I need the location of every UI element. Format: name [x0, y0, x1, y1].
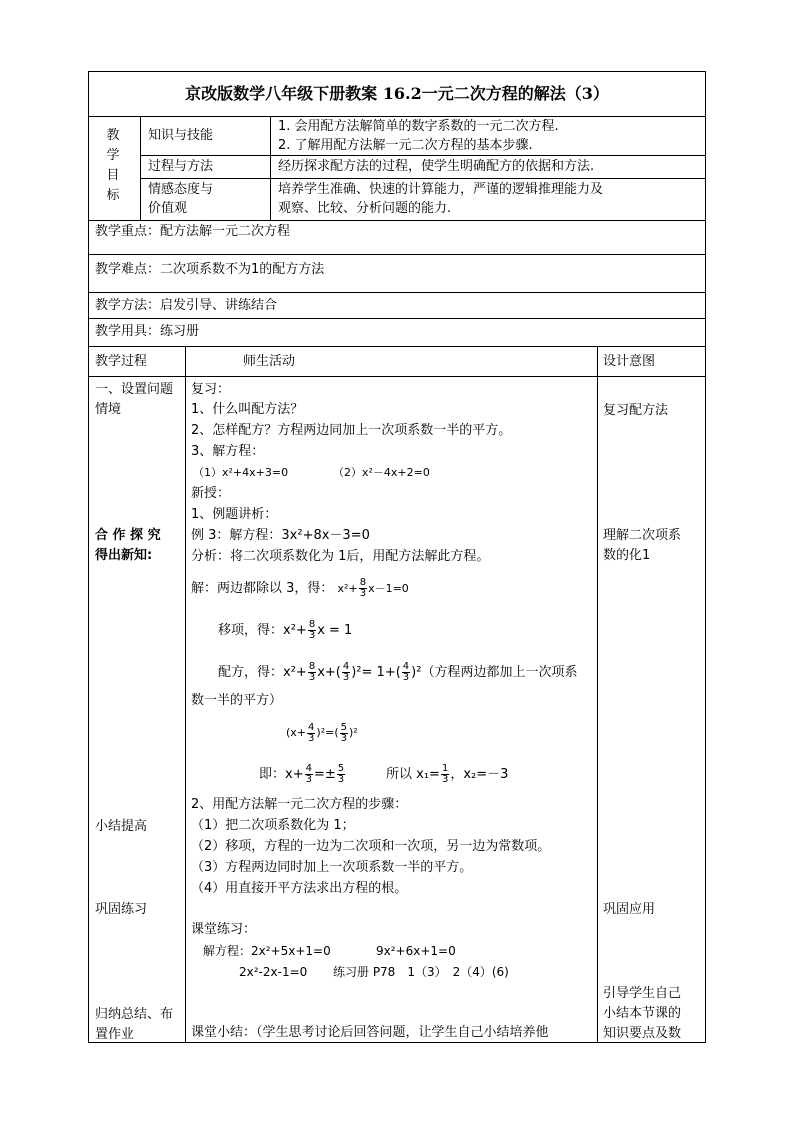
fraction-numerator: 5 — [337, 763, 345, 774]
complete-square-part-c: )²= 1+( — [351, 665, 401, 680]
objectives-label-4: 标 — [106, 188, 120, 203]
solution-divide — [191, 575, 409, 603]
stage-summary: 小结提高 — [95, 819, 148, 834]
class-summary: 课堂小结：（学生思考讨论后回答问题，让学生自己小结培养他 — [191, 1025, 549, 1040]
intent-summary-line3: 知识要点及数 — [603, 1026, 682, 1041]
practice-eq3: 2x²-2x-1=0 — [239, 965, 308, 979]
solution-squared-form — [286, 719, 358, 747]
process-header-col1: 教学过程 — [95, 354, 148, 369]
intent-summary-line2: 小结本节课的 — [603, 1006, 682, 1021]
objective-process-label: 过程与方法 — [148, 159, 214, 174]
teaching-tools: 教学用具：练习册 — [95, 324, 200, 339]
fraction-numerator: 5 — [340, 721, 347, 733]
intent-coefficient-line2: 数的化1 — [603, 548, 651, 563]
stage-intro-line1: 一、设置问题 — [95, 382, 174, 397]
complete-square-note-cont: 数一半的平方） — [191, 693, 283, 708]
stage-intro-line2: 情境 — [95, 402, 122, 417]
solution-move-text: 移项，得：x²+ — [218, 623, 307, 638]
process-header-col2: 师生活动 — [243, 354, 296, 369]
fraction-numerator: 8 — [308, 619, 316, 630]
fraction-five-thirds — [340, 723, 348, 744]
fraction-numerator: 8 — [359, 577, 367, 588]
review-eq2: （2）x²－4x+2=0 — [333, 466, 430, 479]
roots-tail: ，x₂=－3 — [450, 767, 509, 782]
fraction-eight-thirds — [308, 662, 316, 683]
solution-move-tail: x = 1 — [317, 623, 353, 638]
teaching-method: 教学方法：启发引导、讲练结合 — [95, 298, 278, 313]
objective-attitude-line2: 观察、比较、分析问题的能力. — [278, 201, 452, 216]
fraction-one-third — [441, 764, 449, 785]
fraction-numerator: 4 — [305, 763, 312, 774]
complete-square-part-b: x+( — [317, 665, 341, 680]
squared-form-part-c: )² — [349, 726, 358, 739]
intent-review: 复习配方法 — [603, 403, 669, 418]
fraction-denominator: 3 — [441, 774, 449, 785]
key-point: 教学重点：配方法解一元二次方程 — [95, 224, 291, 239]
fraction-denominator: 3 — [359, 588, 367, 599]
objective-knowledge-label: 知识与技能 — [148, 128, 214, 143]
solution-move — [218, 617, 352, 645]
fraction-eight-thirds — [308, 620, 316, 641]
solution-divide-text: 解：两边都除以 3，得： — [191, 581, 334, 596]
fraction-five-thirds — [337, 764, 345, 785]
difficulty: 教学难点：二次项系数不为1的配方方法 — [95, 262, 325, 277]
stage-practice: 巩固练习 — [95, 902, 148, 917]
roots-text: 所以 x₁= — [386, 767, 440, 782]
intent-summary-line1: 引导学生自己 — [603, 986, 682, 1001]
complete-square-note: )²（方程两边都加上一次项系 — [411, 665, 578, 680]
steps-heading: 2、用配方法解一元二次方程的步骤： — [191, 797, 408, 812]
fraction-numerator: 4 — [402, 661, 410, 672]
stage-explore-line1: 合 作 探 究 — [95, 528, 161, 543]
review-q1: 1、什么叫配方法？ — [191, 402, 304, 417]
fraction-four-thirds — [307, 723, 315, 744]
fraction-numerator: 8 — [308, 661, 316, 672]
fraction-denominator: 3 — [340, 732, 347, 744]
intent-apply: 巩固应用 — [603, 902, 656, 917]
review-eq1: （1）x²+4x+3=0 — [193, 466, 289, 479]
solution-divide-eq-head: x²+ — [337, 582, 358, 595]
objective-process-text: 经历探求配方法的过程，使学生明确配方的依据和方法. — [278, 159, 595, 174]
fraction-denominator: 3 — [308, 630, 316, 641]
practice-workbook: 练习册 P78 1（3） 2（4）(6) — [333, 965, 509, 979]
fraction-four-thirds — [305, 764, 313, 785]
fraction-four-thirds — [402, 662, 410, 683]
fraction-denominator: 3 — [308, 672, 316, 683]
squared-form-part-a: (x+ — [286, 726, 307, 739]
sqrt-plus-minus: =± — [313, 767, 336, 782]
review-heading: 复习： — [191, 382, 231, 397]
solution-divide-eq-tail: x－1=0 — [368, 582, 409, 595]
fraction-denominator: 3 — [402, 672, 410, 683]
fraction-numerator: 1 — [441, 763, 449, 774]
step-1: （1）把二次项系数化为 1； — [191, 818, 355, 833]
objectives-label-1: 教 — [106, 128, 120, 143]
new-lesson-heading: 新授： — [191, 486, 231, 501]
objectives-label-3: 目 — [106, 168, 120, 183]
fraction-numerator: 4 — [342, 661, 350, 672]
stage-homework-line2: 置作业 — [95, 1027, 135, 1042]
analysis: 分析：将二次项系数化为 1后，用配方法解此方程。 — [191, 549, 490, 564]
review-q2: 2、怎样配方？方程两边同加上一次项系数一半的平方。 — [191, 423, 512, 438]
step-4: （4）用直接开平方法求出方程的根。 — [191, 881, 408, 896]
stage-homework-line1: 归纳总结、布 — [95, 1007, 174, 1022]
step-3: （3）方程两边同时加上一次项系数一半的平方。 — [191, 860, 473, 875]
stage-explore-line2: 得出新知: — [95, 548, 153, 563]
review-q3: 3、解方程： — [191, 444, 265, 459]
practice-heading: 课堂练习： — [191, 922, 257, 937]
solution-sqrt — [259, 761, 346, 789]
objective-attitude-line1: 培养学生准确、快速的计算能力，严谨的逻辑推理能力及 — [278, 182, 604, 197]
objective-attitude-label-2: 价值观 — [148, 201, 188, 216]
fraction-eight-thirds — [359, 578, 367, 599]
solution-complete-square — [218, 659, 577, 687]
objective-knowledge-line1: 1. 会用配方法解简单的数字系数的一元二次方程. — [278, 119, 559, 134]
complete-square-text: 配方，得：x²+ — [218, 665, 307, 680]
fraction-denominator: 3 — [308, 732, 315, 744]
fraction-denominator: 3 — [305, 774, 312, 785]
step-2: （2）移项，方程的一边为二次项和一次项，另一边为常数项。 — [191, 839, 551, 854]
objective-attitude-label-1: 情感态度与 — [148, 182, 214, 197]
fraction-denominator: 3 — [337, 774, 345, 785]
squared-form-part-b: )²=( — [316, 726, 339, 739]
objective-knowledge-line2: 2. 了解用配方法解一元二次方程的基本步骤. — [278, 138, 533, 153]
fraction-four-thirds — [342, 662, 350, 683]
fraction-denominator: 3 — [342, 672, 350, 683]
fraction-numerator: 4 — [308, 721, 315, 733]
process-header-col3: 设计意图 — [603, 354, 656, 369]
document-title: 京改版数学八年级下册教案 16.2一元二次方程的解法（3） — [185, 84, 609, 103]
sqrt-text: 即：x+ — [259, 767, 304, 782]
example-heading: 1、例题讲析： — [191, 507, 278, 522]
practice-eq2: 9x²+6x+1=0 — [376, 944, 456, 958]
intent-coefficient-line1: 理解二次项系 — [603, 528, 682, 543]
solution-roots — [386, 761, 508, 789]
example-3: 例 3：解方程：3x²+8x－3=0 — [191, 528, 370, 543]
objectives-label-2: 学 — [106, 148, 120, 163]
practice-eq1: 解方程：2x²+5x+1=0 — [203, 944, 331, 958]
